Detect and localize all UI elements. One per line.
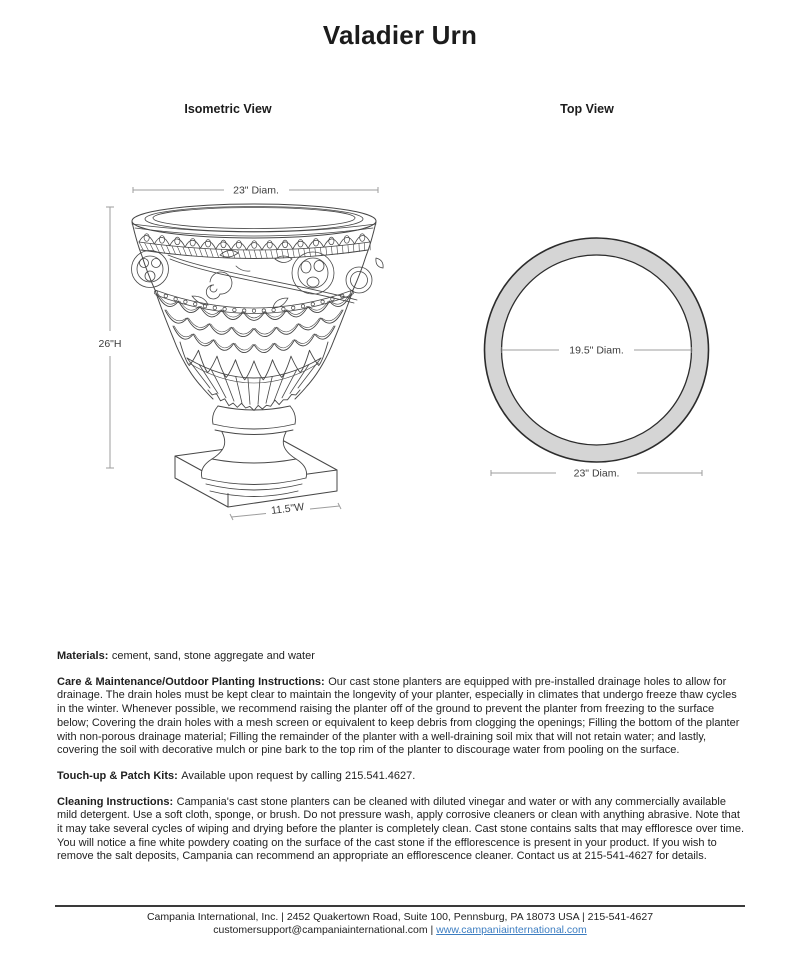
cleaning-label: Cleaning Instructions: bbox=[57, 795, 174, 808]
footer-website-link[interactable]: www.campaniainternational.com bbox=[436, 924, 587, 936]
dim-outer-diameter-label: 23" Diam. bbox=[573, 467, 620, 480]
urn-bowl-outline bbox=[132, 204, 376, 399]
isometric-urn-drawing bbox=[60, 160, 420, 540]
instructions-text-block bbox=[57, 650, 745, 876]
foot-mask bbox=[201, 426, 306, 497]
touch-up-section bbox=[57, 770, 745, 784]
care-maintenance-label: Care & Maintenance/Outdoor Planting Instructions: bbox=[57, 675, 325, 688]
touch-up-text: Available upon request by calling 215.541.4627. bbox=[181, 769, 416, 782]
dim-height-label: 26"H bbox=[98, 338, 122, 350]
care-maintenance-text: Our cast stone planters are equipped with pre-installed drainage holes to allow for drainage. The drain holes must be kept clear to maintain the longevity of your planter, especially in climates that undergo freeze thaw cycles in the winter. Whenever possible, we recommend raising the planter off of the ground to prevent the planter from freezing to the surface below; Covering the drain holes with a mesh screen or equivalent to keep debris from clogging the openings; Filling the bottom of the planter with non-porous drainage material; Filling the remainder of the planter with a well-draining soil mix that will not retain water; and lastly, covering the soil with decorative mulch or pine bark to the top rim of the planter to discourage water from pooling on the surface. bbox=[57, 675, 740, 757]
footer bbox=[0, 911, 800, 937]
dim-diameter-label: 23" Diam. bbox=[233, 184, 279, 197]
materials-section bbox=[57, 650, 745, 664]
cleaning-text: Campania's cast stone planters can be cleaned with diluted vinegar and water or with any commercially available mild detergent. Use a soft cloth, sponge, or brush. Do not pressure wash, apply corrosive cleaners or clean with anything abrasive. Note that it may take several cycles of wiping and drying before the planter is completely clean. Cast stone contains salts that may effloresce over time. You will notice a fine white powdery coating on the surface of the cast stone if the efflorescence is present in your product. If you wish to remove the salt deposits, Campania can recommend an appropriate an efflorescence cleaner. Contact us at 215-541-4627 for details. bbox=[57, 795, 745, 863]
footer-email: customersupport@campaniainternational.com | bbox=[213, 924, 437, 936]
page-title: Valadier Urn bbox=[322, 20, 478, 50]
cleaning-section bbox=[57, 796, 745, 865]
footer-contact-line bbox=[0, 924, 800, 937]
materials-label: Materials: bbox=[57, 650, 109, 662]
top-view-drawing bbox=[455, 205, 745, 495]
dim-inner-diameter-label: 19.5" Diam. bbox=[569, 344, 624, 357]
touch-up-label: Touch-up & Patch Kits: bbox=[57, 769, 178, 782]
care-maintenance-section bbox=[57, 676, 745, 758]
isometric-view-label: Isometric View bbox=[184, 102, 272, 116]
footer-divider bbox=[55, 905, 745, 907]
dim-width-label: 11.5"W bbox=[270, 501, 305, 518]
footer-address-line: Campania International, Inc. | 2452 Quakertown Road, Suite 100, Pennsburg, PA 18073 USA | 215-541-4627 bbox=[146, 911, 654, 923]
materials-text: cement, sand, stone aggregate and water bbox=[111, 650, 315, 662]
top-view-label: Top View bbox=[560, 102, 614, 116]
